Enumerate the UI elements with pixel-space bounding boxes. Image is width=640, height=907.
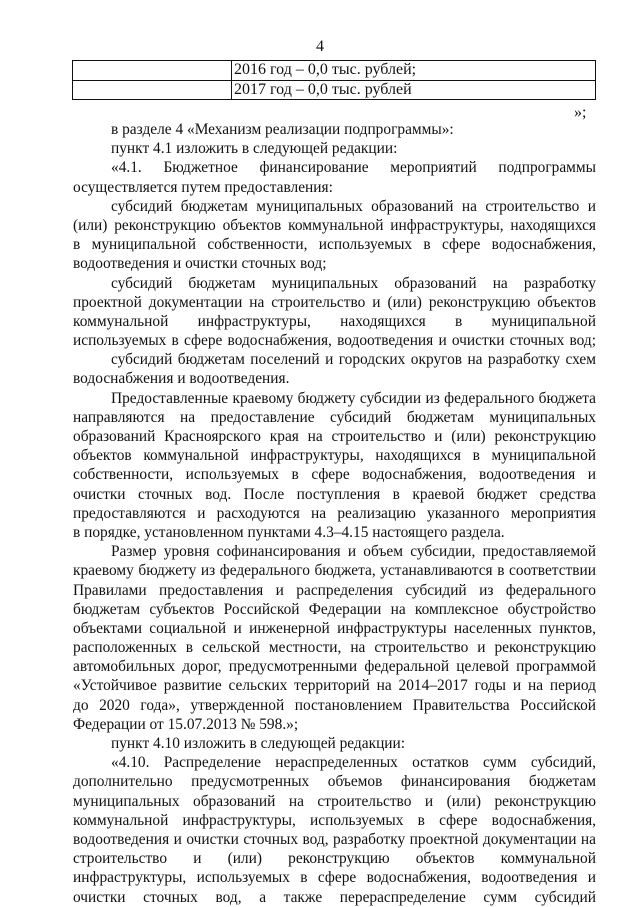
text-line: Предоставленные краевому бюджету субсидии из федерального бюджета (111, 389, 596, 407)
text-line: предоставляются и расходуются на реализацию указанного мероприятия (73, 504, 596, 522)
text-line: коммунальной инфраструктуры, используемых в сфере водоснабжения, (73, 811, 596, 829)
page-number: 4 (316, 38, 324, 55)
table-cell-empty (73, 61, 232, 81)
text-line: собственности, используемых в сфере водоснабжения, водоотведения и (73, 466, 596, 484)
text-line: Правилами предоставления и распределения субсидий из федерального (73, 581, 596, 599)
text-line: объектов коммунальной инфраструктуры, находящихся в муниципальной (73, 447, 596, 465)
text-line: водоснабжения и водоотведения. (73, 370, 290, 388)
table-cell: 2016 год – 0,0 тыс. рублей; (232, 61, 596, 81)
text-line: объектами социальной и инженерной инфраструктуры населенных пунктов, (73, 619, 596, 637)
text-line: «Устойчивое развитие сельских территорий на 2014–2017 годы и на период (73, 677, 596, 695)
text-line: строительство и (или) реконструкцию объектов коммунальной (73, 850, 596, 868)
table-cell: 2017 год – 0,0 тыс. рублей (232, 80, 596, 100)
text-line: Размер уровня софинансирования и объем субсидии, предоставляемой (111, 543, 596, 561)
text-line: субсидий бюджетам муниципальных образований на строительство и (111, 197, 596, 215)
text-line: используемых в сфере водоснабжения, водоотведения и очистки сточных вод; (73, 332, 596, 350)
text-line: «4.1. Бюджетное финансирование мероприятий подпрограммы (111, 159, 596, 177)
text-line: пункт 4.1 изложить в следующей редакции: (111, 140, 398, 158)
table-row (73, 61, 596, 81)
text-line: расположенных в сельской местности, на строительство и реконструкцию (73, 639, 596, 657)
closing-quote: »; (574, 104, 587, 121)
text-line: очистки сточных вод, а также перераспределение сумм субсидий (73, 888, 596, 906)
text-line: образований Красноярского края на строительство и (или) реконструкцию (73, 428, 596, 445)
table-row (73, 80, 596, 100)
text-line: до 2020 года», утвержденной постановлением Правительства Российской (73, 696, 596, 714)
text-line: проектной документации на строительство и (или) реконструкцию объектов (73, 293, 596, 311)
text-line: «4.10. Распределение нераспределенных остатков сумм субсидий, (111, 754, 596, 772)
text-line: водоотведения и очистки сточных вод; (73, 255, 327, 273)
text-line: направляются на предоставление субсидий бюджетам муниципальных (73, 408, 596, 426)
text-line: водоотведения и очистки сточных вод, разработку проектной документации на (73, 830, 596, 848)
text-line: осуществляется путем предоставления: (73, 178, 333, 196)
text-line: субсидий бюджетам поселений и городских округов на разработку схем (111, 351, 596, 369)
table-cell-empty (73, 80, 232, 100)
text-line: субсидий бюджетам муниципальных образований на разработку (111, 274, 596, 292)
text-line: в муниципальной собственности, используемых в сфере водоснабжения, (73, 236, 596, 254)
text-line: бюджетам субъектов Российской Федерации на комплексное обустройство (73, 600, 596, 618)
text-line: очистки сточных вод. После поступления в краевой бюджет средства (73, 485, 596, 503)
text-line: дополнительно предусмотренных объемов финансирования бюджетам (73, 773, 596, 791)
body-text (73, 120, 596, 907)
text-line: коммунальной инфраструктуры, находящихся в муниципальной (73, 312, 596, 330)
text-line: Федерации от 15.07.2013 № 598.»; (73, 715, 299, 733)
funding-table (72, 60, 596, 100)
text-line: (или) реконструкцию объектов коммунальной инфраструктуры, находящихся (73, 216, 596, 234)
text-line: в порядке, установленном пунктами 4.3–4.15 настоящего раздела. (73, 523, 505, 541)
text-line: краевому бюджету из федерального бюджета, устанавливаются в соответствии (73, 562, 596, 580)
text-line: автомобильных дорог, предусмотренными федеральной целевой программой (73, 658, 596, 676)
text-line: муниципальных образований на строительство и (или) реконструкцию (73, 792, 596, 810)
text-line: в разделе 4 «Механизм реализации подпрограммы»: (111, 121, 454, 138)
text-line: инфраструктуры, используемых в сфере водоснабжения, водоотведения и (73, 869, 596, 887)
text-line: пункт 4.10 изложить в следующей редакции: (111, 735, 406, 752)
